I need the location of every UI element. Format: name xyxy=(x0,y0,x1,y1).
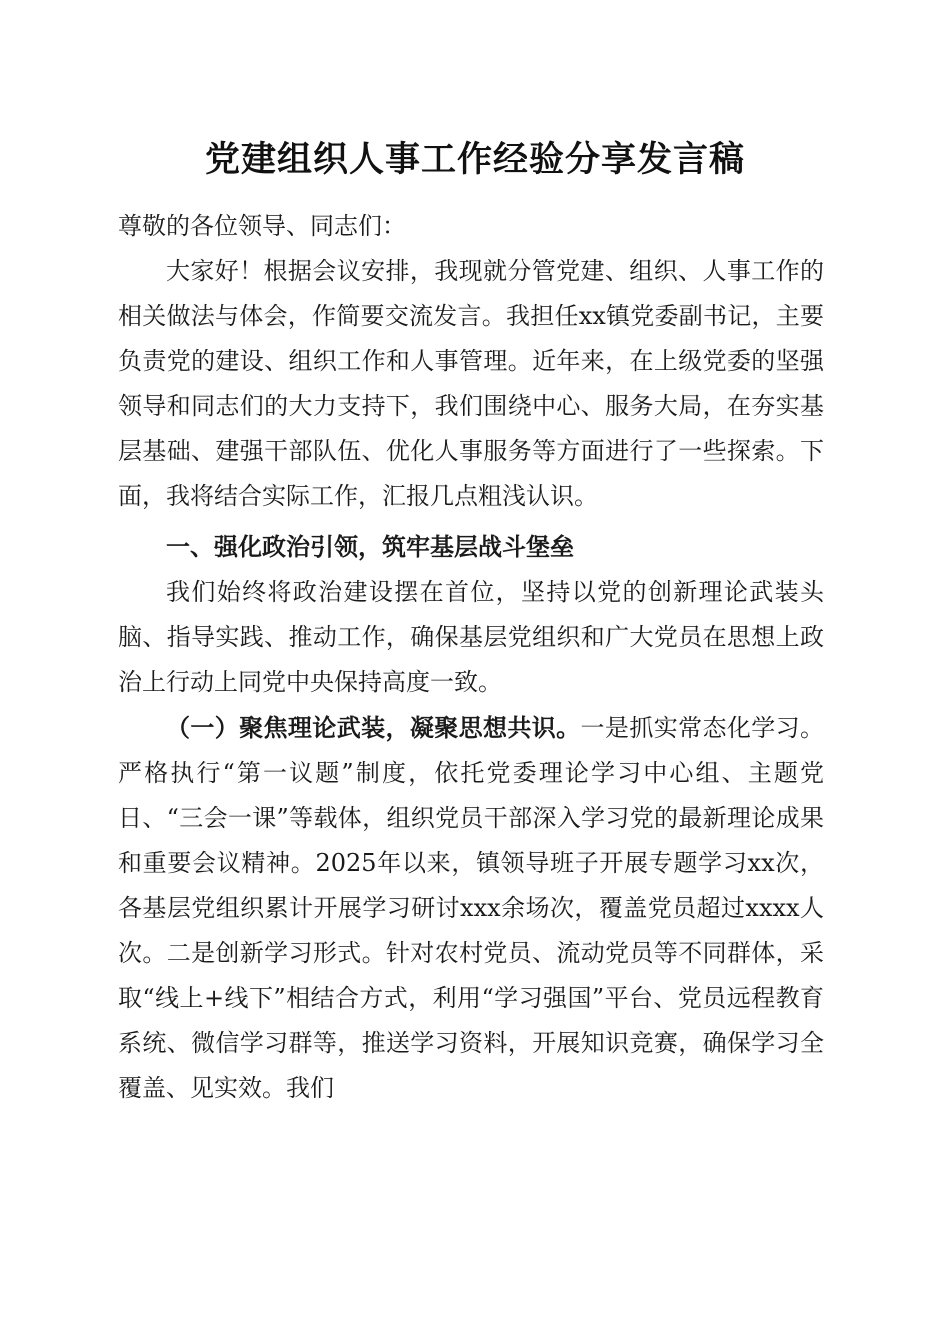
section-heading-1: 一、强化政治引领，筑牢基层战斗堡垒 xyxy=(166,533,574,561)
subsection-1-paragraph xyxy=(118,705,824,1111)
salutation: 尊敬的各位领导、同志们： xyxy=(118,212,406,240)
subsection-heading-1: （一）聚焦理论武装，凝聚思想共识。 xyxy=(166,713,581,742)
intro-paragraph: 大家好！根据会议安排，我现就分管党建、组织、人事工作的相关做法与体会，作简要交流发言。我担任xx镇党委副书记，主要负责党的建设、组织工作和人事管理。近年来，在上级党委的坚强领导和同志们的大力支持下，我们围绕中心、服务大局，在夯实基层基础、建强干部队伍、优化人事服务等方面进行了一些探索。下面，我将结合实际工作，汇报几点粗浅认识。 xyxy=(118,257,824,510)
document-title: 党建组织人事工作经验分享发言稿 xyxy=(204,139,745,180)
subsection-1-body: 一是抓实常态化学习。严格执行“第一议题”制度，依托党委理论学习中心组、主题党日、“三会一课”等载体，组织党员干部深入学习党的最新理论成果和重要会议精神。2025年以来，镇领导班子开展专题学习xx次，各基层党组织累计开展学习研讨xxx余场次，覆盖党员超过xxxx人次。二是创新学习形式。针对农村党员、流动党员等不同群体，采取“线上+线下”相结合方式，利用“学习强国”平台、党员远程教育系统、微信学习群等，推送学习资料，开展知识竞赛，确保学习全覆盖、见实效。我们 xyxy=(118,714,825,1102)
document-body xyxy=(118,204,824,1111)
section-1-paragraph: 我们始终将政治建设摆在首位，坚持以党的创新理论武装头脑、指导实践、推动工作，确保基层党组织和广大党员在思想上政治上行动上同党中央保持高度一致。 xyxy=(118,578,824,696)
